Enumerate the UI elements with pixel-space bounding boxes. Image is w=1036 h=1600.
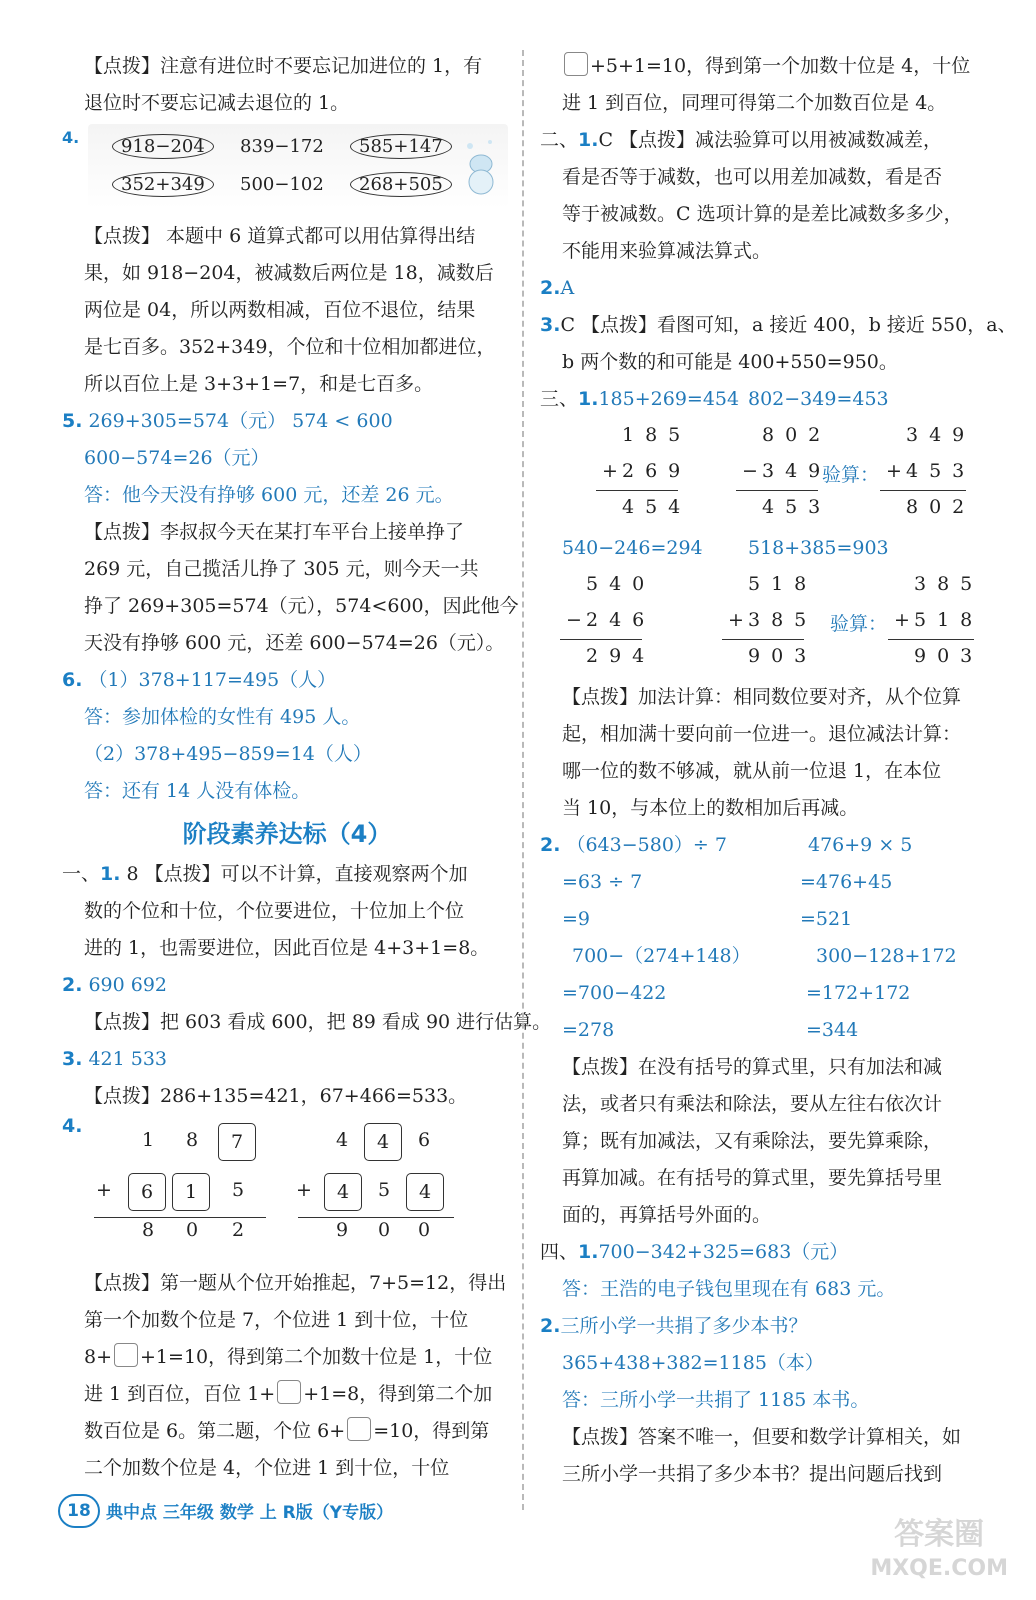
- calc-step: （643−580）÷ 7: [566, 834, 727, 856]
- vertical-result: 903: [914, 645, 984, 667]
- tip-line: 二个加数个位是 4，个位进 1 到十位，十位: [84, 1457, 450, 1479]
- tip-line: 面的，再算括号外面的。: [562, 1204, 772, 1226]
- answer-line: [540, 307, 1017, 344]
- tip-line: 三所小学一共捐了多少本书？提出问题后找到: [562, 1463, 943, 1485]
- vertical-operand: 349: [762, 460, 832, 482]
- digit-box: 6: [128, 1173, 166, 1211]
- tip-line: 【点拨】286+135=421，67+466=533。: [84, 1085, 468, 1107]
- operator: −: [742, 460, 758, 482]
- vertical-operand: 540: [586, 573, 656, 595]
- equation: 518+385=903: [748, 537, 889, 559]
- watermark-logo: [870, 1518, 1008, 1586]
- question-number: 2.: [540, 277, 561, 299]
- question-number: 5.: [62, 410, 83, 432]
- digit: 0: [377, 1219, 391, 1241]
- calc-step: =172+172: [806, 982, 911, 1004]
- calc-line: [540, 938, 1000, 975]
- tip-line: 【点拨】答案不唯一，但要和数学计算相关，如: [562, 1426, 962, 1448]
- vertical-calculations: [540, 567, 1000, 679]
- tip-line: 【点拨】注意有进位时不要忘记加进位的 1，有: [84, 55, 483, 77]
- tip-line: 【点拨】把 603 看成 600，把 89 看成 90 进行估算。: [84, 1011, 552, 1033]
- tip-line: 数的个位和十位，个位要进位，十位加上个位: [84, 900, 465, 922]
- tip-line: 269 元，自己揽活儿挣了 305 元，则今天一共: [84, 558, 479, 580]
- digit: 6: [417, 1129, 431, 1151]
- answer-text: 答：王浩的电子钱包里现在有 683 元。: [562, 1278, 896, 1300]
- digit: 5: [377, 1179, 391, 1201]
- column-divider: [522, 50, 524, 1510]
- sum-line: [94, 1217, 266, 1218]
- tip-text: +1=8，得到第二个加: [303, 1383, 493, 1405]
- tip-text: 进 1 到百位，百位 1+: [84, 1383, 276, 1405]
- estimate-expression: 839−172: [240, 136, 324, 157]
- operator: −: [566, 609, 582, 631]
- answer-text: 690 692: [88, 974, 168, 996]
- check-label: 验算：: [822, 464, 880, 486]
- digit: 1: [141, 1129, 155, 1151]
- section-prefix: 一、: [62, 863, 101, 885]
- equation: （2）378+495−859=14（人）: [84, 743, 372, 765]
- digit-box: 1: [172, 1173, 210, 1211]
- operator: +: [894, 609, 910, 631]
- page-number: 18: [58, 1494, 100, 1528]
- vertical-operand: 269: [622, 460, 692, 482]
- section-title: 阶段素养达标（4）: [182, 820, 392, 848]
- answer-text: A: [560, 277, 575, 299]
- vertical-operand: 802: [762, 424, 832, 446]
- answer-text: 答：参加体检的女性有 495 人。: [84, 706, 361, 728]
- tip-line: 【点拨】第一题从个位开始推起，7+5=12，得出: [84, 1272, 507, 1294]
- digit-box: 4: [324, 1173, 362, 1211]
- tip-line: [62, 1339, 512, 1376]
- calc-step: =63 ÷ 7: [562, 871, 643, 893]
- digit-puzzles: [62, 1115, 512, 1265]
- tip-line: 法，或者只有乘法和除法，要从左往右依次计: [562, 1093, 943, 1115]
- answer-line: [62, 967, 512, 1004]
- question-number: 1.: [578, 1241, 599, 1263]
- plus-sign: +: [96, 1179, 112, 1201]
- calc-step: 300−128+172: [816, 945, 957, 967]
- digit-box: 4: [406, 1173, 444, 1211]
- digit: 4: [335, 1129, 349, 1151]
- estimate-expression: 268+505: [350, 172, 452, 197]
- operator: +: [728, 609, 744, 631]
- tip-line: 果，如 918−204，被减数后两位是 18，减数后: [84, 262, 494, 284]
- vertical-operand: 518: [748, 573, 818, 595]
- tip-line: [62, 1376, 512, 1413]
- left-column: [62, 48, 552, 1487]
- answer-text: 答：他今天没有挣够 600 元，还差 26 元。: [84, 484, 454, 506]
- equation: 365+438+382=1185（本）: [562, 1352, 824, 1374]
- estimate-expression: 918−204: [112, 134, 214, 159]
- calc-line: [540, 827, 1000, 864]
- tip-line: 等于被减数。C 选项计算的是差比减数多多少，: [562, 203, 963, 225]
- answer-line: [62, 403, 512, 440]
- question-number: 6.: [62, 669, 83, 691]
- operator: +: [602, 460, 618, 482]
- question-text: 三所小学一共捐了多少本书？: [560, 1315, 808, 1337]
- answer-line: [62, 1041, 512, 1078]
- digit: 2: [231, 1219, 245, 1241]
- calc-step: =476+45: [800, 871, 893, 893]
- watermark-url: MXQE.COM: [870, 1556, 1008, 1581]
- answer-text: 421 533: [88, 1048, 168, 1070]
- calc-step: =278: [562, 1019, 615, 1041]
- estimate-expression: 585+147: [350, 134, 452, 159]
- tip-line: 【点拨】在没有括号的算式里，只有加法和减: [562, 1056, 943, 1078]
- equation: （1）378+117=495（人）: [88, 669, 337, 691]
- question-number: 1.: [578, 129, 599, 151]
- vertical-operand: 385: [914, 573, 984, 595]
- answer-line: [540, 530, 1000, 567]
- sum-line: [736, 490, 818, 491]
- tip-line: 【点拨】 本题中 6 道算式都可以用估算得出结: [84, 225, 476, 247]
- section-prefix: 三、: [540, 388, 579, 410]
- calc-line: [540, 1012, 1000, 1049]
- equation: 700−342+325=683（元）: [598, 1241, 849, 1263]
- robot-icon: [460, 134, 502, 208]
- digit: 9: [335, 1219, 349, 1241]
- question-number: 4.: [62, 1115, 83, 1137]
- tip-text: =10，得到第: [373, 1420, 490, 1442]
- answer-text: C 【点拨】看图可知，a 接近 400，b 接近 550，a、: [560, 314, 1017, 336]
- blank-box: [347, 1417, 371, 1441]
- tip-text: +1=10，得到第二个加数十位是 1，十位: [140, 1346, 493, 1368]
- tip-line: 【点拨】李叔叔今天在某打车平台上接单挣了: [84, 521, 465, 543]
- tip-line: 【点拨】加法计算：相同数位要对齐，从个位算: [562, 686, 962, 708]
- tip-line: 是七百多。352+349，个位和十位相加都进位，: [84, 336, 496, 358]
- tip-line: [62, 1413, 512, 1450]
- section-prefix: 四、: [540, 1241, 579, 1263]
- answer-line: [62, 662, 512, 699]
- digit: 8: [141, 1219, 155, 1241]
- sum-line: [560, 639, 642, 640]
- blank-box: [277, 1380, 301, 1404]
- vertical-calculations: [540, 418, 1000, 530]
- tip-line: 两位是 04，所以两数相减，百位不退位，结果: [84, 299, 476, 321]
- equation: 185+269=454: [598, 388, 740, 410]
- calc-line: [540, 975, 1000, 1012]
- answer-line: [540, 1234, 1000, 1271]
- right-column: [540, 48, 1017, 1493]
- tip-line: 挣了 269+305=574（元），574<600，因此他今: [84, 595, 519, 617]
- plus-sign: +: [296, 1179, 312, 1201]
- answer-line: [540, 381, 1000, 418]
- tip-line: 看是否等于减数，也可以用差加减数，看是否: [562, 166, 943, 188]
- question-number: 1.: [100, 863, 121, 885]
- operator: +: [886, 460, 902, 482]
- tip-line: 再算加减。在有括号的算式里，要先算括号里: [562, 1167, 943, 1189]
- tip-line: 第一个加数个位是 7，个位进 1 到十位，十位: [84, 1309, 469, 1331]
- answer-line: [540, 1308, 1000, 1345]
- vertical-result: 903: [748, 645, 818, 667]
- vertical-operand: 185: [622, 424, 692, 446]
- sum-line: [722, 639, 804, 640]
- calc-line: [540, 864, 1000, 901]
- digit-box: 4: [364, 1123, 402, 1161]
- sum-line: [298, 1217, 454, 1218]
- tip-line: 所以百位上是 3+3+1=7，和是七百多。: [84, 373, 434, 395]
- tip-line: 当 10，与本位上的数相加后再减。: [562, 797, 859, 819]
- estimation-panel: [62, 124, 512, 216]
- answer-line: [540, 270, 1000, 307]
- vertical-result: 802: [906, 496, 976, 518]
- digit: 0: [185, 1219, 199, 1241]
- equation: 540−246=294: [562, 537, 703, 559]
- equation: 600−574=26（元）: [84, 447, 270, 469]
- tip-text: 数百位是 6。第二题，个位 6+: [84, 1420, 346, 1442]
- vertical-operand: 518: [914, 609, 984, 631]
- vertical-operand: 246: [586, 609, 656, 631]
- question-number: 2.: [62, 974, 83, 996]
- calc-step: =9: [562, 908, 591, 930]
- vertical-operand: 349: [906, 424, 976, 446]
- vertical-result: 454: [622, 496, 692, 518]
- estimate-expression: 500−102: [240, 174, 324, 195]
- answer-text: 8 【点拨】可以不计算，直接观察两个加: [120, 863, 468, 885]
- sum-line: [880, 490, 966, 491]
- equation: 802−349=453: [748, 388, 889, 410]
- tip-text: +5+1=10，得到第一个加数十位是 4，十位: [590, 55, 971, 77]
- question-number: 2.: [540, 1315, 561, 1337]
- answer-text: 答：三所小学一共捐了 1185 本书。: [562, 1389, 870, 1411]
- tip-line: 退位时不要忘记减去退位的 1。: [84, 92, 350, 114]
- tip-line: 进的 1，也需要进位，因此百位是 4+3+1=8。: [84, 937, 490, 959]
- section-prefix: 二、: [540, 129, 579, 151]
- watermark-text: 答案圈: [894, 1517, 985, 1552]
- equation: 269+305=574（元） 574 < 600: [88, 410, 393, 432]
- digit: 8: [185, 1129, 199, 1151]
- digit-box: 7: [218, 1123, 256, 1161]
- vertical-operand: 385: [748, 609, 818, 631]
- calc-step: =344: [806, 1019, 859, 1041]
- question-number: 4.: [62, 128, 80, 147]
- tip-line: 天没有挣够 600 元，还差 600−574=26（元）。: [84, 632, 505, 654]
- calc-line: [540, 901, 1000, 938]
- answer-text: C 【点拨】减法验算可以用被减数减差，: [598, 129, 943, 151]
- digit: 5: [231, 1179, 245, 1201]
- tip-line: 进 1 到百位，同理可得第二个加数百位是 4。: [562, 92, 947, 114]
- tip-line: 起，相加满十要向前一位进一。退位减法计算：: [562, 723, 962, 745]
- sum-line: [888, 639, 974, 640]
- calc-step: =521: [800, 908, 853, 930]
- check-label: 验算：: [830, 613, 888, 635]
- tip-line: 算；既有加减法，又有乘除法，要先算乘除，: [562, 1130, 943, 1152]
- question-number: 1.: [578, 388, 599, 410]
- question-number: 2.: [540, 834, 561, 856]
- tip-line: 哪一位的数不够减，就从前一位退 1，在本位: [562, 760, 942, 782]
- tip-line: b 两个数的和可能是 400+550=950。: [562, 351, 898, 373]
- answer-text: 答：还有 14 人没有体检。: [84, 780, 311, 802]
- calc-step: =700−422: [562, 982, 667, 1004]
- digit: 0: [417, 1219, 431, 1241]
- calc-step: 476+9 × 5: [808, 834, 913, 856]
- question-number: 3.: [540, 314, 561, 336]
- answer-line: [540, 122, 1000, 159]
- vertical-result: 294: [586, 645, 656, 667]
- vertical-result: 453: [762, 496, 832, 518]
- calc-step: 700−（274+148）: [572, 945, 751, 967]
- sum-line: [596, 490, 678, 491]
- blank-box: [114, 1343, 138, 1367]
- book-brand: 典中点 三年级 数学 上 R版（Y专版）: [106, 1503, 394, 1523]
- blank-box: [564, 52, 588, 76]
- tip-line: 不能用来验算减法算式。: [562, 240, 772, 262]
- vertical-operand: 453: [906, 460, 976, 482]
- tip-line: [540, 48, 1000, 85]
- question-number: 3.: [62, 1048, 83, 1070]
- answer-line: [62, 856, 512, 893]
- estimate-expression: 352+349: [112, 172, 214, 197]
- tip-text: 8+: [84, 1346, 113, 1368]
